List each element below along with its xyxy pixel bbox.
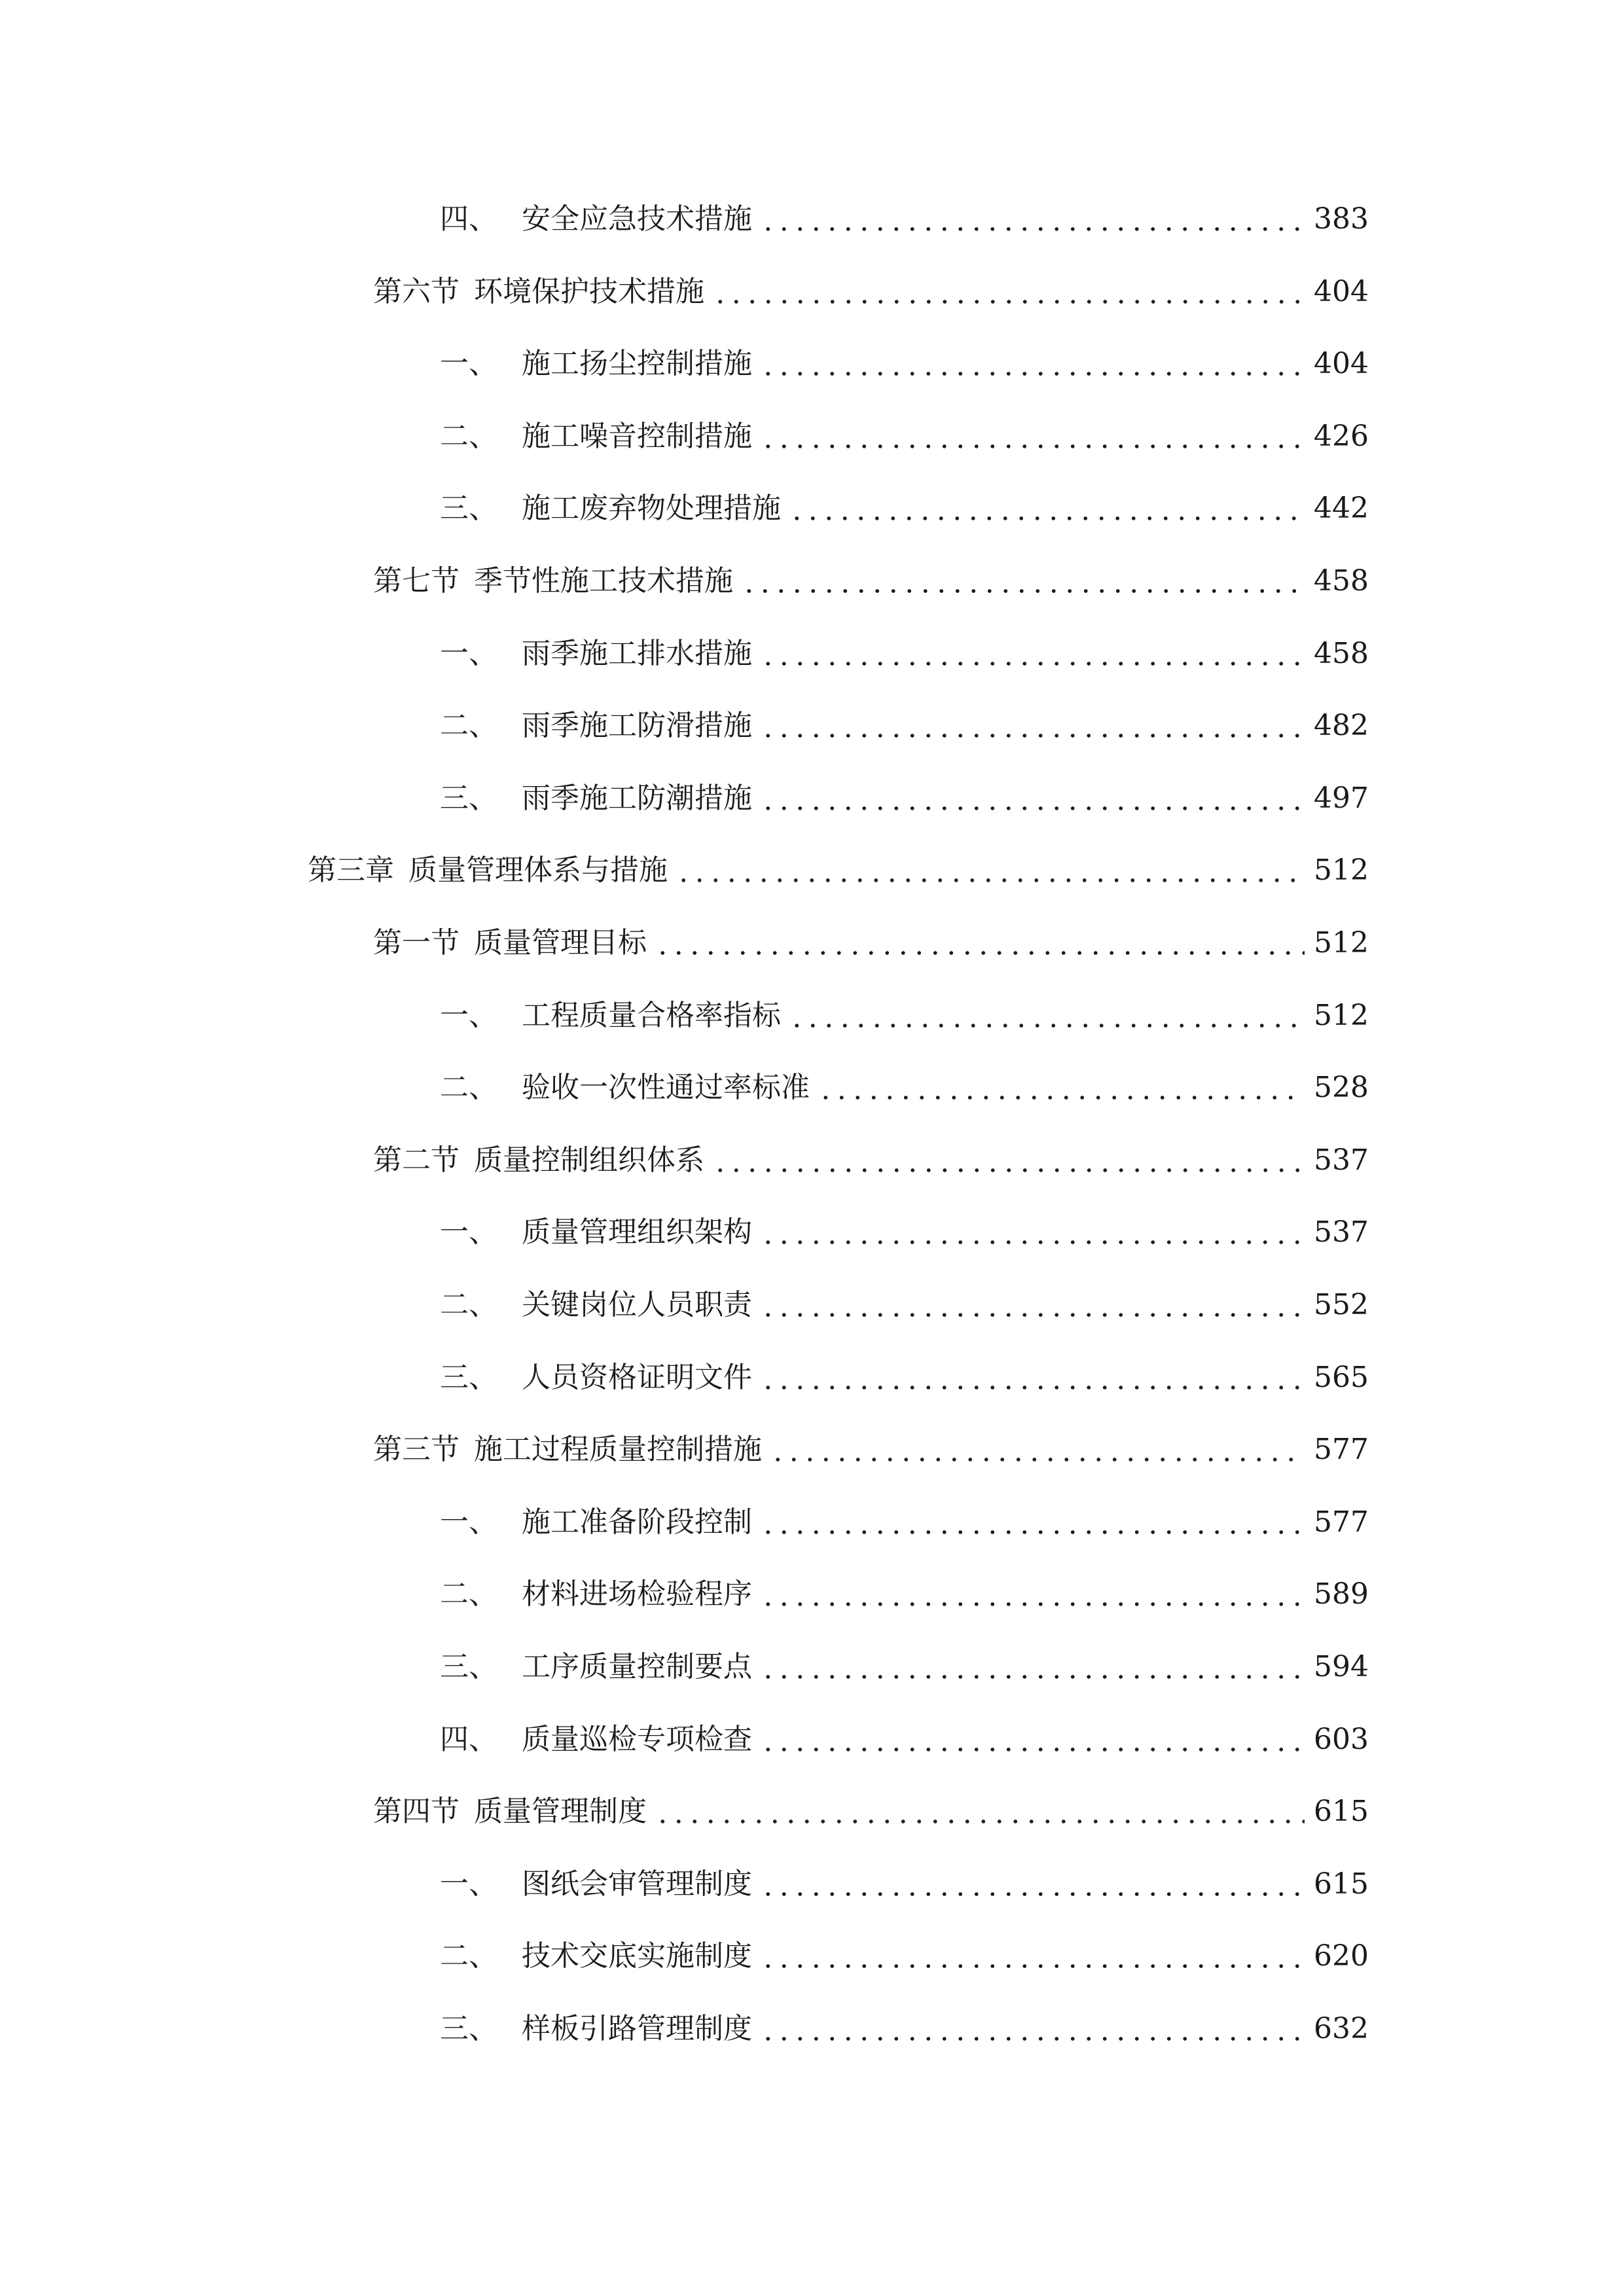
toc-entry-number: 第四节: [373, 1795, 460, 1829]
dot-leader: [760, 1575, 1305, 1614]
toc-entry-number: 三、: [440, 492, 497, 526]
dot-leader: [760, 1720, 1305, 1759]
toc-entry-item[interactable]: [440, 706, 1369, 745]
dot-leader: [676, 851, 1305, 890]
toc-entry-page-number: 537: [1314, 1143, 1369, 1177]
toc-entry-number: 三、: [440, 1360, 497, 1394]
toc-entry-number: 四、: [440, 1722, 497, 1756]
dot-leader: [760, 1213, 1305, 1252]
toc-entry-title: 环境保护技术措施: [474, 274, 704, 308]
toc-entry-title: 质量管理体系与措施: [408, 853, 668, 888]
toc-entry-page-number: 528: [1314, 1071, 1369, 1105]
toc-entry-number: 第三章: [308, 853, 394, 888]
toc-entry-title: 质量管理组织架构: [522, 1215, 752, 1249]
dot-leader: [818, 1068, 1305, 1107]
toc-entry-page-number: 552: [1314, 1288, 1369, 1321]
toc-entry-page-number: 512: [1314, 853, 1369, 888]
toc-entry-page-number: 458: [1314, 636, 1369, 670]
toc-entry-title: 材料进场检验程序: [522, 1577, 752, 1611]
toc-entry-item[interactable]: [440, 344, 1369, 384]
toc-entry-section[interactable]: [373, 924, 1369, 963]
dot-leader: [789, 489, 1305, 528]
toc-entry-title: 图纸会审管理制度: [522, 1867, 752, 1901]
toc-entry-page-number: 565: [1314, 1360, 1369, 1394]
toc-entry-number: 一、: [440, 1505, 497, 1539]
toc-entry-number: 四、: [440, 202, 497, 236]
dot-leader: [741, 562, 1305, 601]
toc-entry-item[interactable]: [440, 417, 1369, 456]
toc-entry-title: 关键岗位人员职责: [522, 1288, 752, 1321]
toc-entry-title: 季节性施工技术措施: [474, 564, 733, 598]
toc-entry-item[interactable]: [440, 1068, 1369, 1107]
toc-entry-title: 施工扬尘控制措施: [522, 347, 752, 381]
toc-entry-number: 二、: [440, 419, 497, 453]
toc-entry-item[interactable]: [440, 779, 1369, 818]
dot-leader: [760, 1503, 1305, 1542]
toc-entry-page-number: 442: [1314, 492, 1369, 526]
toc-entry-section[interactable]: [373, 1430, 1369, 1469]
toc-entry-page-number: 594: [1314, 1650, 1369, 1683]
dot-leader: [760, 1647, 1305, 1687]
toc-entry-page-number: 497: [1314, 781, 1369, 815]
toc-entry-page-number: 632: [1314, 2012, 1369, 2045]
toc-entry-item[interactable]: [440, 1503, 1369, 1542]
dot-leader: [760, 706, 1305, 745]
dot-leader: [760, 1937, 1305, 1976]
toc-entry-title: 雨季施工防潮措施: [522, 781, 752, 815]
dot-leader: [789, 996, 1305, 1035]
toc-entry-title: 雨季施工排水措施: [522, 636, 752, 670]
toc-entry-page-number: 577: [1314, 1505, 1369, 1539]
toc-entry-number: 二、: [440, 1939, 497, 1973]
toc-entry-page-number: 383: [1314, 202, 1369, 236]
toc-entry-title: 质量巡检专项检查: [522, 1722, 752, 1756]
toc-entry-item[interactable]: [440, 489, 1369, 528]
toc-entry-title: 安全应急技术措施: [522, 202, 752, 236]
toc-entry-section[interactable]: [373, 1141, 1369, 1180]
toc-entry-page-number: 589: [1314, 1577, 1369, 1611]
dot-leader: [760, 344, 1305, 384]
toc-entry-number: 第三节: [373, 1433, 460, 1467]
toc-entry-number: 第六节: [373, 274, 460, 308]
toc-entry-title: 样板引路管理制度: [522, 2012, 752, 2045]
dot-leader: [760, 200, 1305, 239]
toc-entry-chapter[interactable]: [308, 851, 1369, 890]
toc-entry-number: 一、: [440, 998, 497, 1032]
dot-leader: [760, 779, 1305, 818]
toc-entry-title: 人员资格证明文件: [522, 1360, 752, 1394]
toc-entry-title: 施工准备阶段控制: [522, 1505, 752, 1539]
toc-entry-section[interactable]: [373, 562, 1369, 601]
toc-entry-page-number: 615: [1314, 1867, 1369, 1901]
toc-entry-number: 二、: [440, 1577, 497, 1611]
toc-entry-item[interactable]: [440, 634, 1369, 673]
dot-leader: [760, 1285, 1305, 1325]
dot-leader: [655, 1792, 1305, 1831]
toc-entry-item[interactable]: [440, 1358, 1369, 1397]
toc-entry-number: 一、: [440, 1215, 497, 1249]
toc-entry-number: 二、: [440, 1288, 497, 1321]
toc-entry-title: 质量管理目标: [474, 926, 647, 960]
toc-entry-number: 三、: [440, 1650, 497, 1683]
toc-entry-page-number: 577: [1314, 1433, 1369, 1467]
toc-entry-item[interactable]: [440, 200, 1369, 239]
toc-entry-item[interactable]: [440, 2009, 1369, 2049]
toc-entry-page-number: 512: [1314, 998, 1369, 1032]
toc-entry-page-number: 482: [1314, 709, 1369, 743]
toc-entry-number: 三、: [440, 781, 497, 815]
toc-entry-title: 施工噪音控制措施: [522, 419, 752, 453]
toc-entry-number: 二、: [440, 1071, 497, 1105]
toc-entry-page-number: 404: [1314, 347, 1369, 381]
toc-entry-number: 三、: [440, 2012, 497, 2045]
toc-entry-item[interactable]: [440, 1937, 1369, 1976]
toc-entry-title: 验收一次性通过率标准: [522, 1071, 810, 1105]
dot-leader: [712, 1141, 1305, 1180]
toc-entry-title: 工序质量控制要点: [522, 1650, 752, 1683]
toc-entry-title: 质量管理制度: [474, 1795, 647, 1829]
toc-entry-page-number: 603: [1314, 1722, 1369, 1756]
dot-leader: [760, 417, 1305, 456]
toc-entry-number: 二、: [440, 709, 497, 743]
toc-entry-number: 第二节: [373, 1143, 460, 1177]
toc-entry-item[interactable]: [440, 1575, 1369, 1614]
toc-entry-item[interactable]: [440, 1285, 1369, 1325]
toc-entry-page-number: 537: [1314, 1215, 1369, 1249]
dot-leader: [760, 1865, 1305, 1904]
toc-entry-section[interactable]: [373, 272, 1369, 312]
toc-entry-page-number: 426: [1314, 419, 1369, 453]
toc-entry-page-number: 512: [1314, 926, 1369, 960]
toc-entry-title: 施工废弃物处理措施: [522, 492, 781, 526]
toc-entry-item[interactable]: [440, 1865, 1369, 1904]
dot-leader: [760, 2009, 1305, 2049]
dot-leader: [770, 1430, 1305, 1469]
toc-entry-title: 施工过程质量控制措施: [474, 1433, 762, 1467]
toc-entry-item[interactable]: [440, 1647, 1369, 1687]
toc-entry-section[interactable]: [373, 1792, 1369, 1831]
dot-leader: [655, 924, 1305, 963]
toc-entry-title: 技术交底实施制度: [522, 1939, 752, 1973]
toc-entry-title: 雨季施工防滑措施: [522, 709, 752, 743]
toc-entry-page-number: 615: [1314, 1795, 1369, 1829]
toc-entry-number: 一、: [440, 636, 497, 670]
toc-entry-title: 工程质量合格率指标: [522, 998, 781, 1032]
toc-entry-item[interactable]: [440, 1720, 1369, 1759]
toc-entry-number: 一、: [440, 347, 497, 381]
toc-entry-item[interactable]: [440, 1213, 1369, 1252]
dot-leader: [760, 1358, 1305, 1397]
toc-entry-page-number: 458: [1314, 564, 1369, 598]
toc-entry-number: 第七节: [373, 564, 460, 598]
toc-entry-page-number: 404: [1314, 274, 1369, 308]
toc-entry-item[interactable]: [440, 996, 1369, 1035]
toc-entry-number: 一、: [440, 1867, 497, 1901]
dot-leader: [760, 634, 1305, 673]
toc-entry-title: 质量控制组织体系: [474, 1143, 704, 1177]
dot-leader: [712, 272, 1305, 312]
toc-entry-page-number: 620: [1314, 1939, 1369, 1973]
toc-entry-number: 第一节: [373, 926, 460, 960]
